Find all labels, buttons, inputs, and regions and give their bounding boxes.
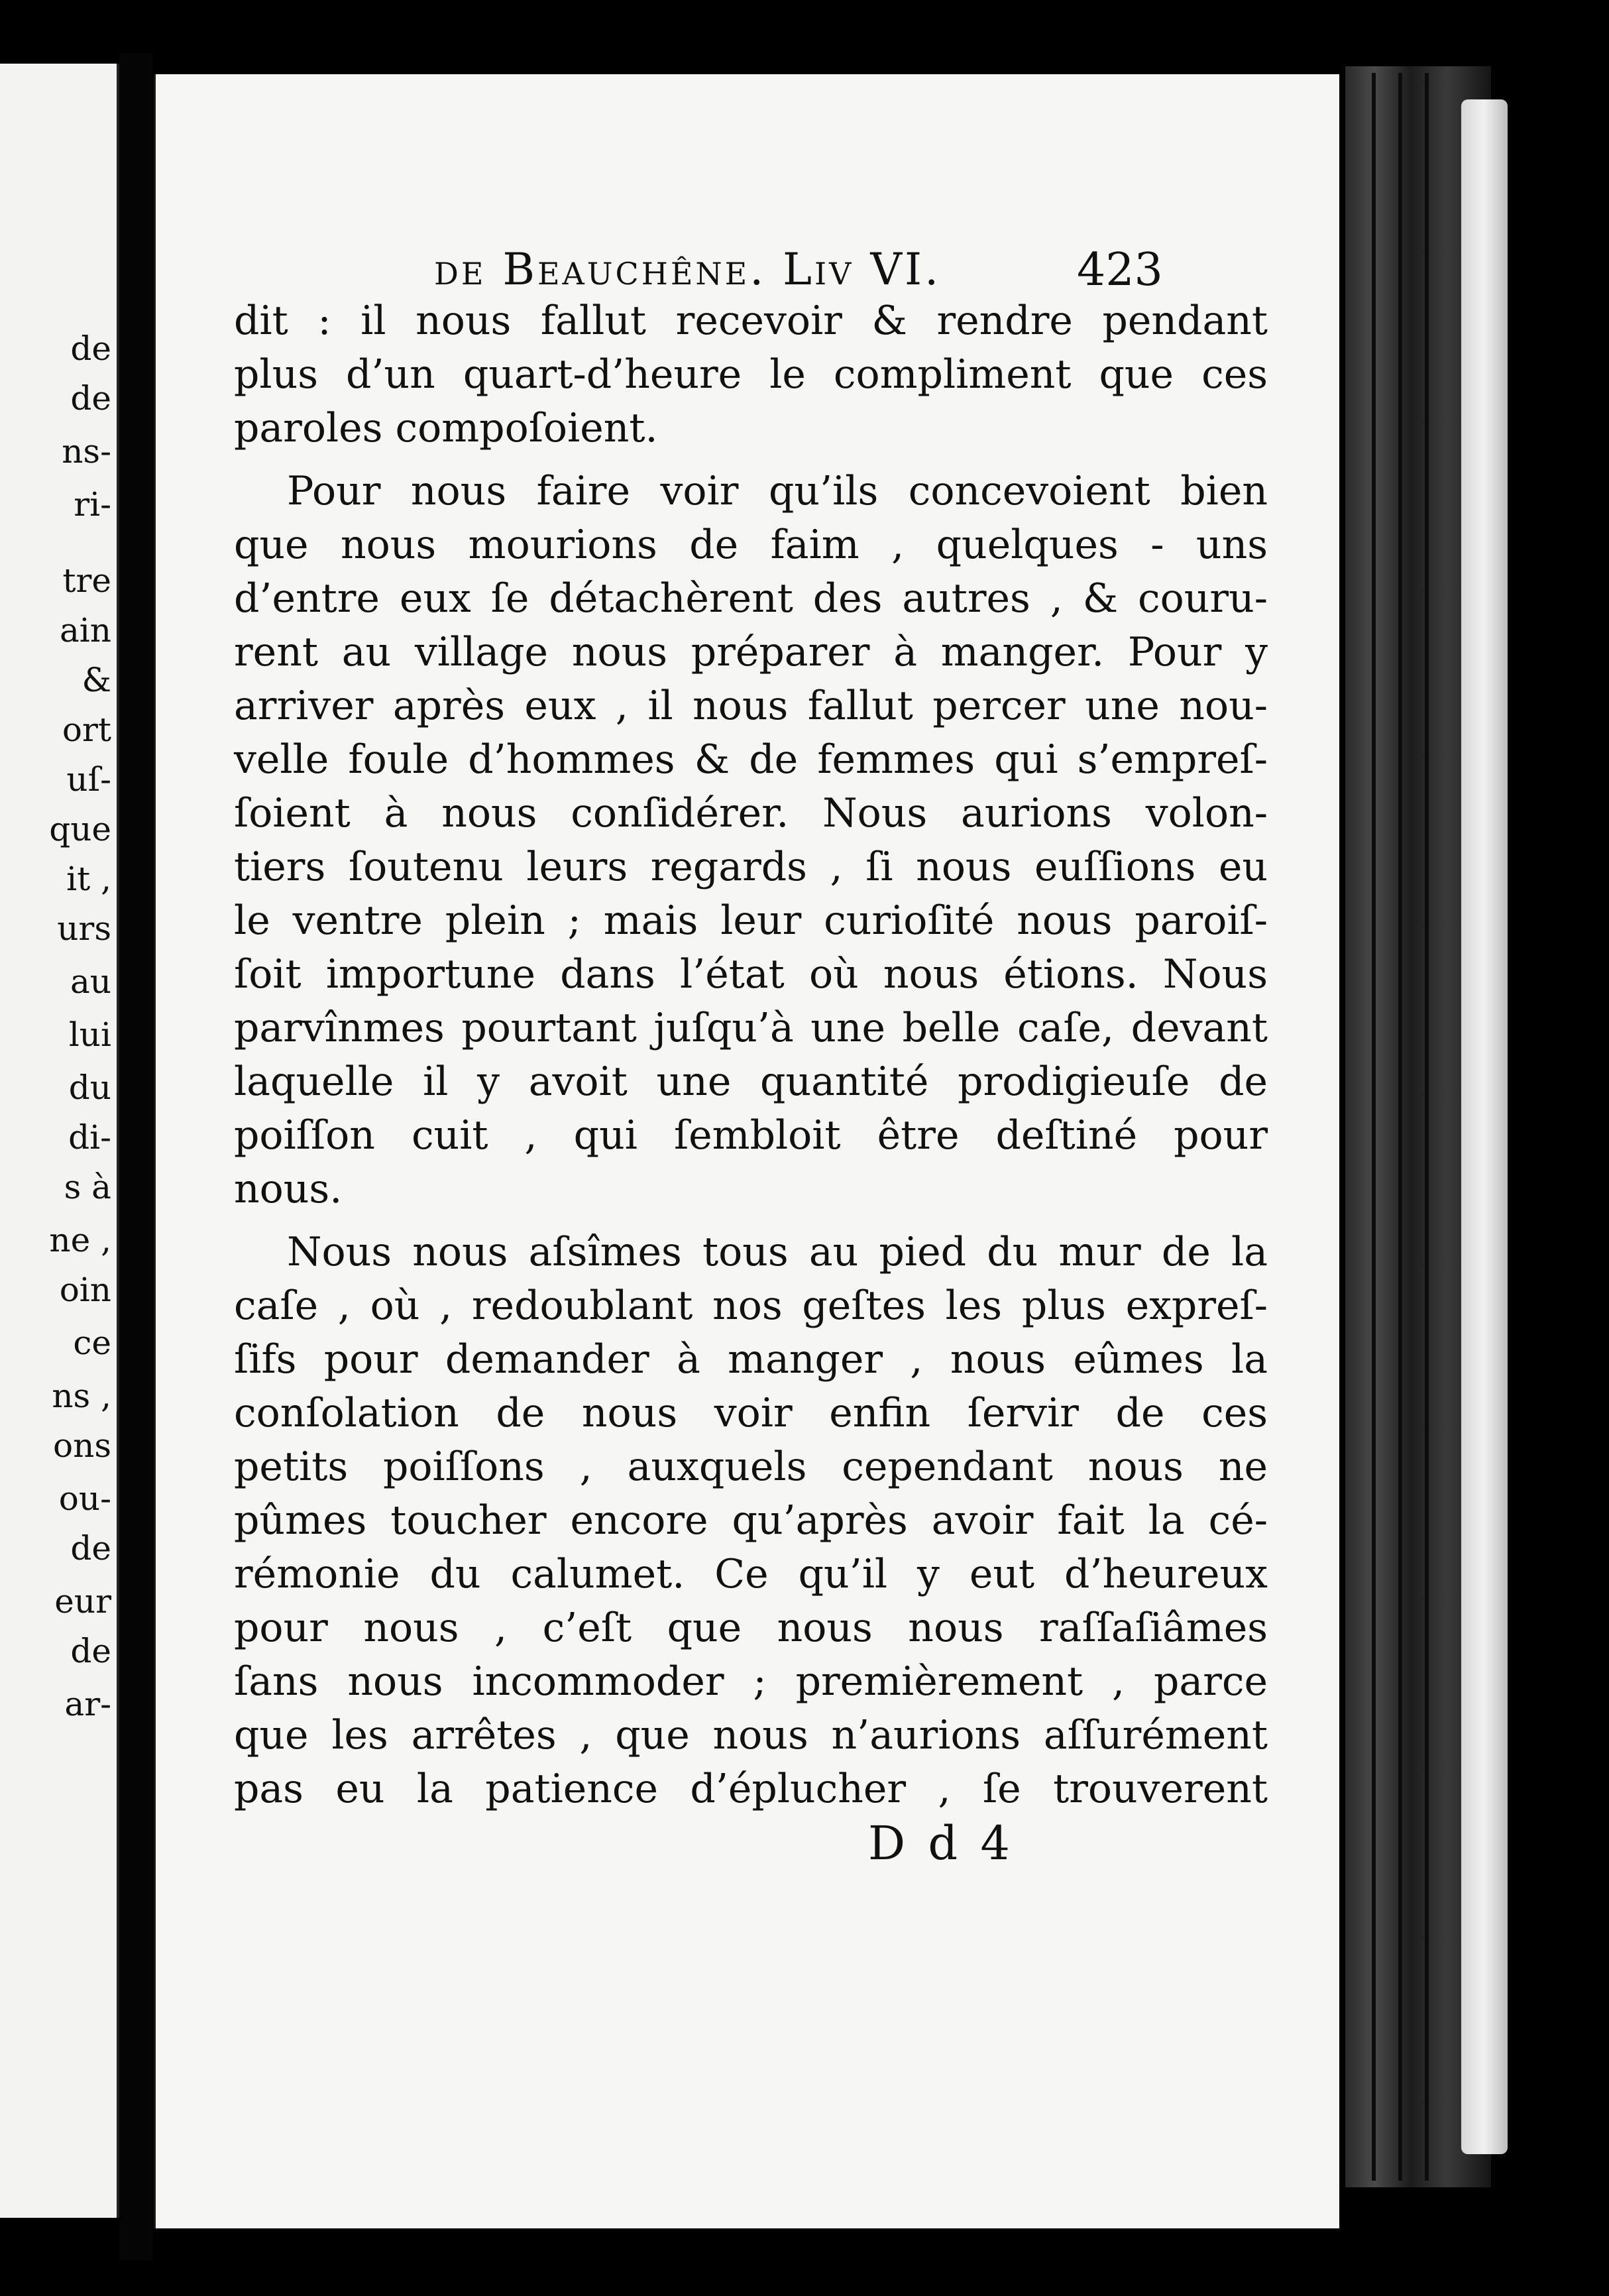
text-line: caſe , où , redoublant nos geſtes les plus expreſ- [234, 1283, 1268, 1329]
left-page-fragment: ort [62, 711, 111, 749]
page-edge-line [1425, 73, 1429, 2181]
left-facing-page [0, 64, 119, 2218]
left-page-fragment: ce [73, 1324, 111, 1362]
text-line: ſans nous incommoder ; premièrement , parce [234, 1658, 1268, 1705]
left-page-fragment: ain [59, 611, 111, 650]
left-page-fragment: de [70, 1632, 111, 1670]
paragraph [234, 294, 1268, 455]
text-line: pour nous , c’eſt que nous nous raſſaſiâmes [234, 1605, 1268, 1651]
book-gutter [119, 53, 152, 2260]
left-page-fragment: du [68, 1068, 111, 1107]
text-line: Pour nous faire voir qu’ils concevoient bien [287, 468, 1268, 514]
text-line: plus d’un quart-d’heure le compliment que ces [234, 351, 1268, 398]
running-head-title: de Beauchêne. Liv VI. [434, 244, 942, 295]
left-page-fragment: au [70, 962, 111, 1001]
text-line: ſoient à nous conſidérer. Nous aurions volon- [234, 790, 1268, 836]
left-page-fragment: urs [57, 909, 111, 948]
page-edge-line [1398, 73, 1402, 2181]
text-line: ſifs pour demander à manger , nous eûmes la [234, 1336, 1268, 1383]
book-edge-highlight [1461, 99, 1508, 2154]
text-line: rémonie du calumet. Ce qu’il y eut d’heureux [234, 1551, 1268, 1597]
left-page-fragment: ns , [52, 1377, 111, 1415]
text-line: ſoit importune dans l’état où nous étions. Nous [234, 951, 1268, 998]
text-line: arriver après eux , il nous fallut percer une nou- [234, 683, 1268, 729]
text-line: que les arrêtes , que nous n’aurions aſſurément [234, 1712, 1268, 1758]
text-line: conſolation de nous voir enfin ſervir de ces [234, 1390, 1268, 1436]
left-page-fragment: & [82, 661, 111, 699]
text-line: d’entre eux ſe détachèrent des autres , & couru- [234, 575, 1268, 622]
page-edge-line [1372, 73, 1376, 2181]
page-number: 423 [1077, 244, 1163, 296]
left-page-fragment: de [70, 379, 111, 418]
text-line: pûmes toucher encore qu’après avoir fait la cé- [234, 1497, 1268, 1544]
text-line: parvînmes pourtant juſqu’à une belle caſe, devant [234, 1005, 1268, 1051]
left-page-fragment: oin [59, 1271, 111, 1309]
left-page-fragment: uſ- [66, 760, 111, 799]
left-page-fragment: de [70, 329, 111, 368]
running-head [156, 240, 1339, 296]
left-page-fragment: ri- [74, 485, 111, 524]
left-page-fragment: ar- [64, 1685, 111, 1723]
paragraph [234, 465, 1268, 1216]
left-page-fragment: eur [54, 1582, 111, 1621]
paragraph-gap [234, 455, 1268, 465]
left-page-fragment: ons [53, 1426, 111, 1465]
text-line: nous. [234, 1166, 343, 1212]
page-body-text [234, 294, 1268, 1816]
left-page-fragment: s à [64, 1168, 111, 1206]
signature-mark: D d 4 [868, 1816, 1014, 1870]
text-line: velle foule d’hommes & de femmes qui s’empreſ- [234, 736, 1268, 783]
left-page-fragment: lui [68, 1015, 111, 1054]
left-page-fragment: de [70, 1529, 111, 1568]
left-page-fragment: ne , [49, 1221, 111, 1259]
text-line: le ventre plein ; mais leur curioſité nous paroiſ- [234, 897, 1268, 944]
left-page-fragment: tre [62, 561, 111, 600]
paragraph [234, 1226, 1268, 1816]
text-line: petits poiſſons , auxquels cependant nous ne [234, 1444, 1268, 1490]
text-line: Nous nous aſsîmes tous au pied du mur de la [287, 1229, 1268, 1275]
text-line: que nous mourions de faim , quelques - uns [234, 522, 1268, 568]
text-line: dit : il nous fallut recevoir & rendre pendant [234, 298, 1268, 344]
paragraph-gap [234, 1216, 1268, 1226]
book-page [154, 74, 1339, 2228]
text-line: laquelle il y avoit une quantité prodigieuſe de [234, 1059, 1268, 1105]
left-page-fragment: ns- [62, 432, 111, 471]
text-line: tiers ſoutenu leurs regards , ſi nous euſſions eu [234, 844, 1268, 890]
left-page-fragment: ou- [58, 1479, 111, 1518]
text-line: poiſſon cuit , qui ſembloit être deſtiné pour [234, 1112, 1268, 1159]
text-line: paroles compoſoient. [234, 405, 658, 451]
left-page-fragment: di- [68, 1118, 111, 1157]
text-line: rent au village nous préparer à manger. Pour y [234, 629, 1268, 675]
left-page-fragment: it , [66, 860, 111, 898]
left-page-fragment: que [49, 810, 111, 848]
text-line: pas eu la patience d’éplucher , ſe trouverent [234, 1766, 1268, 1812]
